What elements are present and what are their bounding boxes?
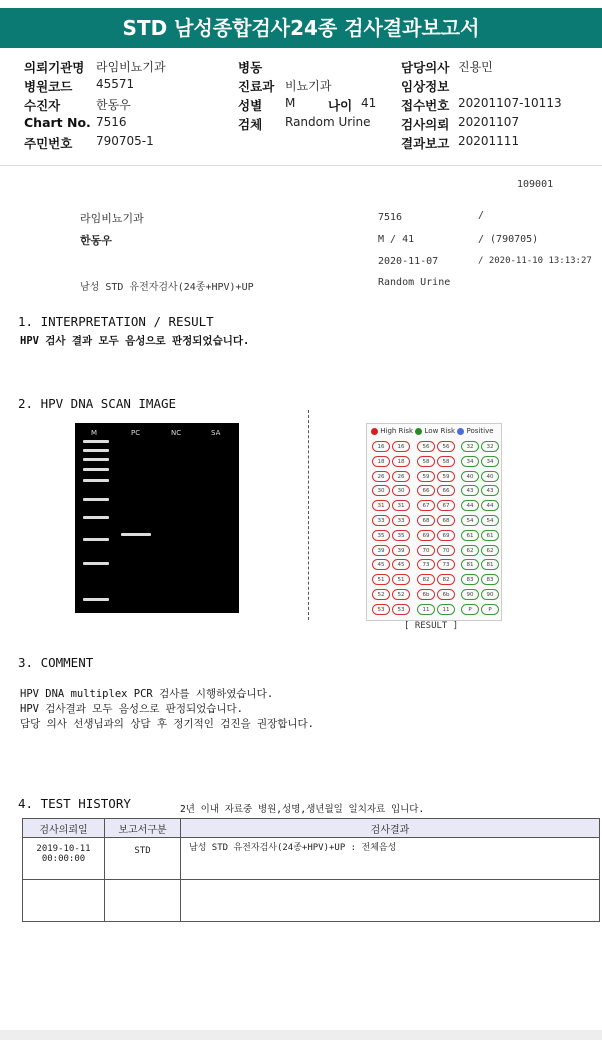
marker-band — [83, 440, 109, 443]
hpv-genotype-cell: 33 — [392, 515, 410, 526]
hospital-code-label: 병원코드 — [24, 79, 73, 94]
institution-label: 의뢰기관명 — [24, 60, 85, 75]
hpv-genotype-cell: 59 — [437, 471, 455, 482]
marker-band — [83, 598, 109, 601]
history-header-row — [23, 819, 600, 838]
hpv-legend — [371, 427, 494, 435]
hpv-genotype-cell: 52 — [392, 589, 410, 600]
resident-label: 주민번호 — [24, 136, 73, 151]
report-date-value: 20201111 — [458, 134, 520, 148]
comment-line: HPV DNA multiplex PCR 검사를 시행하였습니다. — [20, 688, 274, 700]
hpv-genotype-cell: 39 — [392, 545, 410, 556]
gel-electrophoresis-image — [75, 423, 239, 613]
low-risk-dot-icon — [415, 428, 422, 435]
summary-collect-date: 2020-11-07 — [378, 256, 439, 267]
hpv-genotype-cell: 44 — [481, 500, 499, 511]
sex-value: M — [285, 96, 296, 110]
history-header-type: 보고서구분 — [105, 819, 181, 838]
hpv-genotype-cell: 90 — [461, 589, 479, 600]
gel-lane-label: NC — [171, 429, 182, 437]
table-row — [23, 838, 600, 880]
hpv-genotype-cell: 16 — [392, 441, 410, 452]
hpv-genotype-cell: 58 — [437, 456, 455, 467]
hpv-genotype-cell: 11 — [417, 604, 435, 615]
summary-clinic: 라임비뇨기과 — [80, 212, 144, 225]
hpv-genotype-cell: 11 — [437, 604, 455, 615]
doctor-label: 담당의사 — [401, 60, 450, 75]
hpv-genotype-cell: 56 — [437, 441, 455, 452]
hpv-genotype-cell: 39 — [372, 545, 390, 556]
sex-label: 성별 — [238, 98, 263, 113]
hpv-genotype-cell: 31 — [392, 500, 410, 511]
hpv-result-panel — [366, 423, 502, 621]
hpv-genotype-cell: 58 — [417, 456, 435, 467]
hpv-genotype-cell: 18 — [372, 456, 390, 467]
hpv-genotype-cell: 32 — [481, 441, 499, 452]
result-caption: [ RESULT ] — [404, 621, 459, 631]
legend-positive: Positive — [466, 427, 494, 435]
hpv-genotype-cell: 31 — [372, 500, 390, 511]
marker-band — [83, 449, 109, 452]
marker-band — [83, 562, 109, 565]
hpv-genotype-cell: 73 — [437, 559, 455, 570]
hpv-genotype-cell: 69 — [437, 530, 455, 541]
marker-band — [83, 458, 109, 461]
hpv-genotype-cell: 33 — [372, 515, 390, 526]
hpv-genotype-cell: 44 — [461, 500, 479, 511]
hpv-genotype-cell: 53 — [392, 604, 410, 615]
marker-band — [83, 498, 109, 501]
receipt-label: 접수번호 — [401, 98, 450, 113]
comment-line: HPV 검사결과 모두 음성으로 판정되었습니다. — [20, 703, 244, 715]
dept-value: 비뇨기과 — [285, 79, 332, 93]
history-date-cell — [23, 838, 105, 880]
request-label: 검사의뢰 — [401, 117, 450, 132]
hpv-genotype-cell: 54 — [461, 515, 479, 526]
hpv-genotype-cell: 83 — [481, 574, 499, 585]
hpv-genotype-cell: 70 — [437, 545, 455, 556]
comment-line: 담당 의사 선생님과의 상담 후 정기적인 검진을 권장합니다. — [20, 718, 315, 730]
hpv-genotype-cell: P — [481, 604, 499, 615]
hpv-genotype-cell: 68 — [437, 515, 455, 526]
legend-low-risk: Low Risk — [424, 427, 456, 435]
section-scan-title: 2. HPV DNA SCAN IMAGE — [18, 396, 177, 411]
history-header-result: 검사결과 — [181, 819, 600, 838]
table-row — [23, 880, 600, 922]
interpretation-text: HPV 검사 결과 모두 음성으로 판정되었습니다. — [20, 335, 250, 347]
summary-chart: 7516 — [378, 212, 403, 223]
hpv-genotype-cell: 67 — [437, 500, 455, 511]
gel-lane-label: SA — [211, 429, 221, 437]
age-value: 41 — [361, 96, 377, 110]
history-header-date: 검사의뢰일 — [23, 819, 105, 838]
hpv-genotype-cell: 6b — [437, 589, 455, 600]
hpv-genotype-cell: 18 — [392, 456, 410, 467]
gel-lane-label: PC — [131, 429, 141, 437]
summary-patient: 한동우 — [80, 234, 112, 247]
dept-label: 진료과 — [238, 79, 275, 94]
hpv-genotype-cell: 51 — [372, 574, 390, 585]
hpv-genotype-cell: 26 — [392, 471, 410, 482]
history-table — [22, 818, 600, 922]
hpv-genotype-cell: 16 — [372, 441, 390, 452]
patient-value: 한동우 — [96, 98, 131, 112]
hpv-genotype-cell: 62 — [481, 545, 499, 556]
hpv-genotype-cell: 52 — [372, 589, 390, 600]
hpv-genotype-cell: 34 — [481, 456, 499, 467]
hpv-genotype-cell: 34 — [461, 456, 479, 467]
hpv-genotype-cell: 73 — [417, 559, 435, 570]
hpv-genotype-cell: 35 — [372, 530, 390, 541]
patient-label: 수진자 — [24, 98, 61, 113]
gel-lane-label: M — [91, 429, 98, 437]
receipt-value: 20201107-10113 — [458, 96, 562, 110]
hpv-genotype-cell: 59 — [417, 471, 435, 482]
hpv-genotype-cell: 61 — [481, 530, 499, 541]
section-comment-title: 3. COMMENT — [18, 655, 94, 670]
hpv-genotype-cell: P — [461, 604, 479, 615]
hpv-genotype-cell: 26 — [372, 471, 390, 482]
history-type-cell: STD — [105, 838, 181, 880]
doctor-value: 진용민 — [458, 60, 493, 74]
specimen-value: Random Urine — [285, 115, 371, 129]
chart-label: Chart No. — [24, 115, 91, 130]
hospital-code-value: 45571 — [96, 77, 135, 91]
report-code: 109001 — [517, 179, 554, 190]
section-interpretation-title: 1. INTERPRETATION / RESULT — [18, 314, 214, 329]
hpv-genotype-cell: 6b — [417, 589, 435, 600]
history-type-cell — [105, 880, 181, 922]
hpv-genotype-cell: 30 — [392, 485, 410, 496]
request-value: 20201107 — [458, 115, 520, 129]
resident-value: 790705-1 — [96, 134, 154, 148]
legend-high-risk: High Risk — [380, 427, 414, 435]
summary-slash: / — [478, 210, 485, 221]
marker-band — [83, 468, 109, 471]
hpv-genotype-cell: 43 — [461, 485, 479, 496]
hpv-genotype-cell: 40 — [461, 471, 479, 482]
hpv-genotype-cell: 53 — [372, 604, 390, 615]
positive-control-band — [121, 533, 151, 536]
age-label: 나이 — [328, 98, 353, 113]
hpv-genotype-cell: 69 — [417, 530, 435, 541]
hpv-genotype-cell: 81 — [461, 559, 479, 570]
hpv-genotype-cell: 68 — [417, 515, 435, 526]
hpv-genotype-cell: 82 — [417, 574, 435, 585]
report-title: STD 남성종합검사24종 검사결과보고서 — [0, 8, 602, 48]
hpv-genotype-cell: 54 — [481, 515, 499, 526]
history-time: 00:00:00 — [41, 854, 86, 864]
hpv-genotype-cell: 40 — [481, 471, 499, 482]
summary-resident: / (790705) — [478, 234, 539, 245]
history-date: 2019-10-11 — [36, 844, 91, 854]
hpv-genotype-cell: 70 — [417, 545, 435, 556]
header-divider — [0, 165, 602, 166]
scan-divider — [308, 410, 309, 620]
hpv-genotype-cell: 82 — [437, 574, 455, 585]
summary-sex-age: M / 41 — [378, 234, 415, 245]
chart-value: 7516 — [96, 115, 127, 129]
hpv-genotype-cell: 56 — [417, 441, 435, 452]
summary-report-datetime: / 2020-11-10 13:13:27 — [478, 256, 592, 266]
hpv-genotype-cell: 45 — [372, 559, 390, 570]
history-result-cell — [181, 880, 600, 922]
page-bottom-strip — [0, 1030, 602, 1040]
hpv-genotype-cell: 35 — [392, 530, 410, 541]
institution-value: 라임비뇨기과 — [96, 60, 166, 74]
hpv-genotype-cell: 66 — [437, 485, 455, 496]
positive-dot-icon — [457, 428, 464, 435]
report-date-label: 결과보고 — [401, 136, 450, 151]
history-date-cell — [23, 880, 105, 922]
section-history-title: 4. TEST HISTORY — [18, 796, 131, 811]
hpv-genotype-cell: 30 — [372, 485, 390, 496]
marker-band — [83, 516, 109, 519]
clinical-label: 임상정보 — [401, 79, 450, 94]
hpv-genotype-cell: 81 — [481, 559, 499, 570]
hpv-genotype-cell: 61 — [461, 530, 479, 541]
hpv-genotype-cell: 67 — [417, 500, 435, 511]
history-result-cell: 남성 STD 유전자검사(24종+HPV)+UP : 전체음성 — [181, 838, 600, 880]
hpv-genotype-cell: 45 — [392, 559, 410, 570]
marker-band — [83, 538, 109, 541]
hpv-genotype-cell: 90 — [481, 589, 499, 600]
marker-band — [83, 479, 109, 482]
high-risk-dot-icon — [371, 428, 378, 435]
ward-label: 병동 — [238, 60, 263, 75]
summary-test-name: 남성 STD 유전자검사(24종+HPV)+UP — [80, 282, 254, 293]
hpv-genotype-cell: 51 — [392, 574, 410, 585]
hpv-genotype-cell: 32 — [461, 441, 479, 452]
hpv-genotype-cell: 66 — [417, 485, 435, 496]
history-note: 2년 이내 자료중 병원,성명,생년월일 일치자료 입니다. — [180, 804, 425, 815]
specimen-label: 검체 — [238, 117, 263, 132]
summary-specimen: Random Urine — [378, 277, 451, 288]
hpv-genotype-cell: 83 — [461, 574, 479, 585]
hpv-genotype-cell: 43 — [481, 485, 499, 496]
hpv-genotype-cell: 62 — [461, 545, 479, 556]
